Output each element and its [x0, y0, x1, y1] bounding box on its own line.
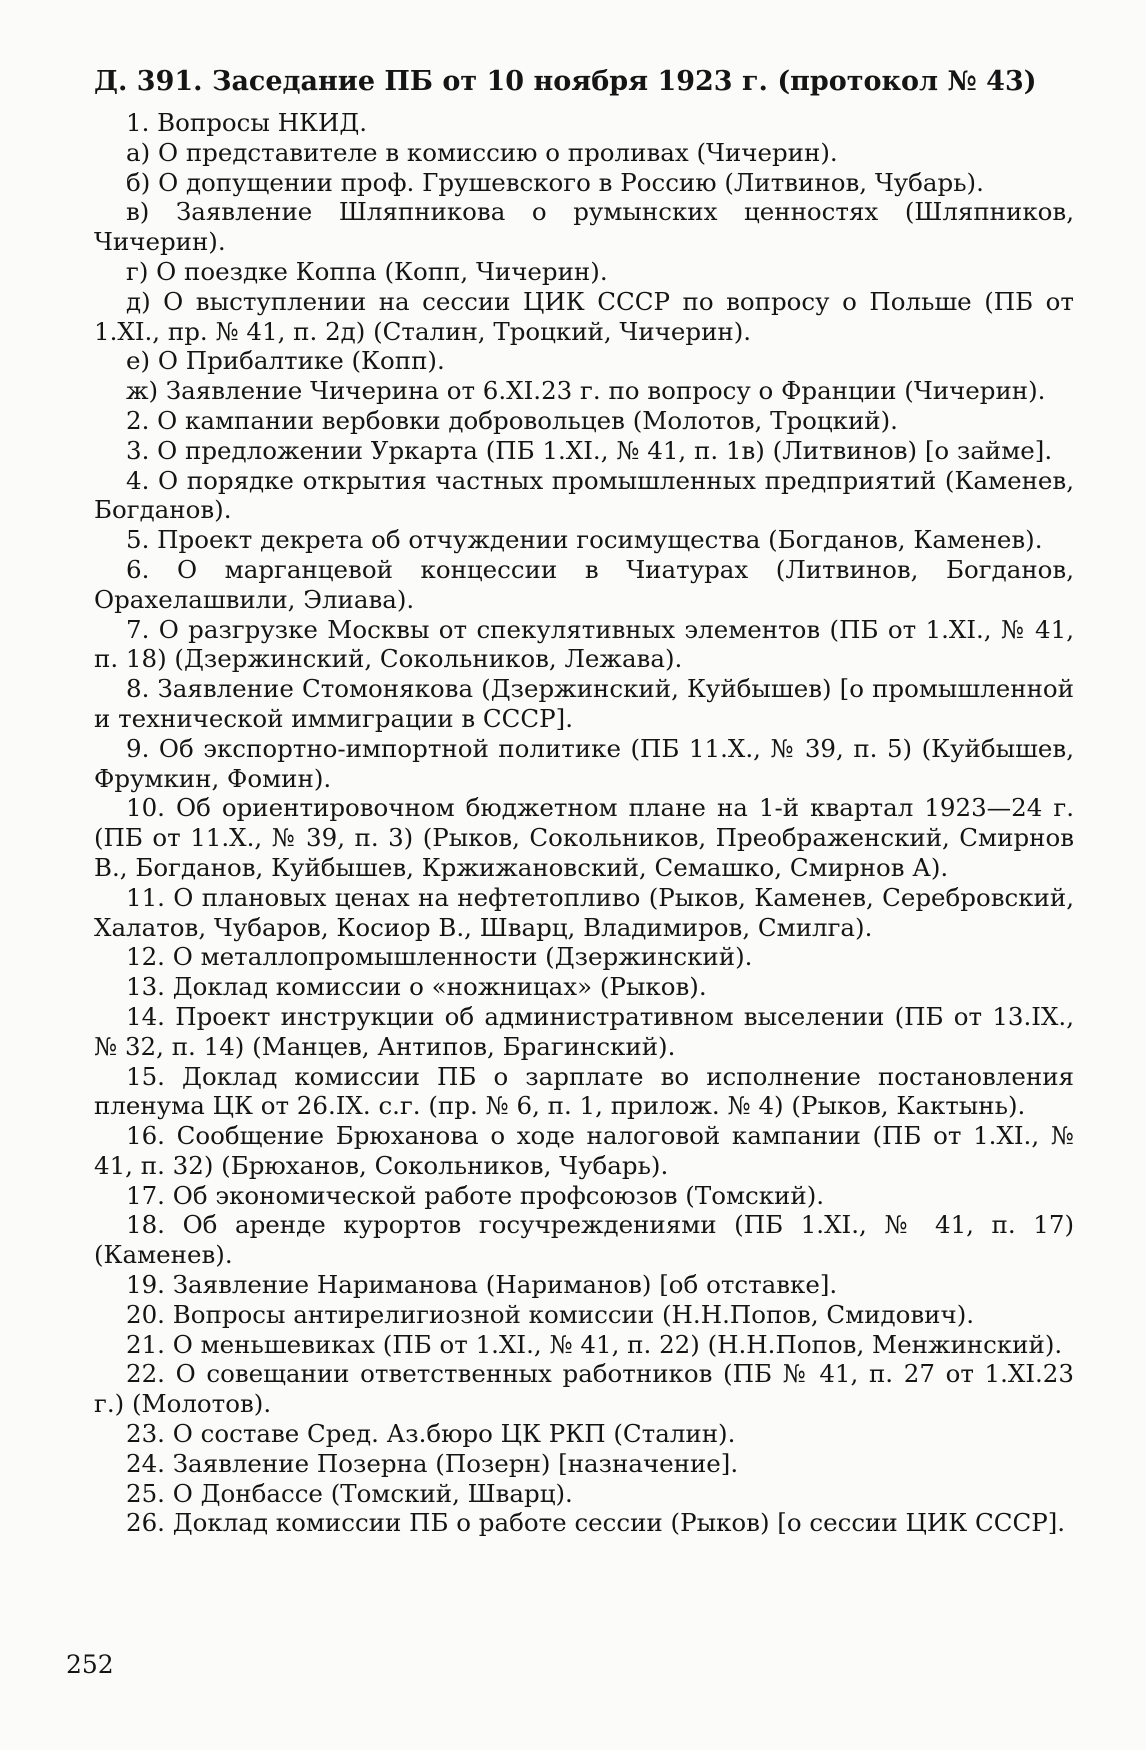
agenda-item: 24. Заявление Позерна (Позерн) [назначение].	[126, 1448, 739, 1478]
agenda-item: в) Заявление Шляпникова о румынских ценностях (Шляпников, Чичерин).	[94, 197, 1074, 257]
agenda-item: 13. Доклад комиссии о «ножницах» (Рыков).	[126, 972, 707, 1002]
agenda-item: ж) Заявление Чичерина от 6.XI.23 г. по вопросу о Франции (Чичерин).	[126, 376, 1046, 406]
agenda-item: б) О допущении проф. Грушевского в Россию (Литвинов, Чубарь).	[126, 167, 984, 197]
agenda-item: 9. Об экспортно-импортной политике (ПБ 11.X., № 39, п. 5) (Куйбышев, Фрумкин, Фомин).	[94, 733, 1074, 793]
agenda-item: 25. О Донбассе (Томский, Шварц).	[126, 1478, 573, 1508]
agenda-item: а) О представителе в комиссию о проливах (Чичерин).	[126, 137, 838, 167]
agenda-item: 5. Проект декрета об отчуждении госимущества (Богданов, Каменев).	[126, 525, 1043, 555]
agenda-item: д) О выступлении на сессии ЦИК СССР по вопросу о Польше (ПБ от 1.XI., пр. № 41, п. 2д) (Сталин, Троцкий, Чичерин).	[94, 286, 1074, 346]
agenda-item: 4. О порядке открытия частных промышленных предприятий (Каменев, Богданов).	[94, 465, 1074, 525]
agenda-item: 2. О кампании вербовки добровольцев (Молотов, Троцкий).	[126, 405, 898, 435]
agenda-item: 17. Об экономической работе профсоюзов (Томский).	[126, 1180, 825, 1210]
agenda-item: 7. О разгрузке Москвы от спекулятивных элементов (ПБ от 1.XI., № 41, п. 18) (Дзержинский, Сокольников, Лежава).	[94, 614, 1074, 674]
document-content	[94, 64, 1074, 1538]
page-number: 252	[66, 1650, 114, 1679]
agenda-item: 1. Вопросы НКИД.	[126, 108, 368, 137]
agenda-item: 26. Доклад комиссии ПБ о работе сессии (Рыков) [о сессии ЦИК СССР].	[126, 1508, 1066, 1538]
agenda-item: 11. О плановых ценах на нефтетопливо (Рыков, Каменев, Серебровский, Халатов, Чубаров, Косиор В., Шварц, Владимиров, Смилга).	[94, 882, 1074, 942]
agenda-item: 3. О предложении Уркарта (ПБ 1.XI., № 41, п. 1в) (Литвинов) [о займе].	[126, 435, 1053, 465]
agenda-item: 20. Вопросы антирелигиозной комиссии (Н.Н.Попов, Смидович).	[126, 1299, 975, 1329]
agenda-item: 12. О металлопромышленности (Дзержинский).	[126, 942, 753, 972]
agenda-item: 16. Сообщение Брюханова о ходе налоговой кампании (ПБ от 1.XI., № 41, п. 32) (Брюханов, Сокольников, Чубарь).	[94, 1121, 1074, 1180]
agenda-item: 23. О составе Сред. Аз.бюро ЦК РКП (Сталин).	[126, 1419, 736, 1449]
agenda-item: 14. Проект инструкции об административном выселении (ПБ от 13.IX., № 32, п. 14) (Манцев, Антипов, Брагинский).	[94, 1001, 1074, 1061]
agenda-item: е) О Прибалтике (Копп).	[126, 346, 445, 376]
agenda-item: 15. Доклад комиссии ПБ о зарплате во исполнение постановления пленума ЦК от 26.IX. с.г. (пр. № 6, п. 1, прилож. № 4) (Рыков, Кактынь).	[94, 1061, 1074, 1121]
agenda-item: 6. О марганцевой концессии в Чиатурах (Литвинов, Богданов, Орахелашвили, Элиава).	[94, 554, 1074, 614]
document-heading: Д. 391. Заседание ПБ от 10 ноября 1923 г. (протокол № 43)	[94, 66, 1037, 97]
agenda-item: 10. Об ориентировочном бюджетном плане на 1-й квартал 1923—24 г. (ПБ от 11.X., № 39, п. 3) (Рыков, Сокольников, Преображенский, Смирнов В., Богданов, Куйбышев, Кржижановский, Семашко, Смирнов А).	[94, 793, 1074, 882]
agenda-item: г) О поездке Коппа (Копп, Чичерин).	[126, 256, 608, 286]
agenda-item: 19. Заявление Нариманова (Нариманов) [об отставке].	[126, 1270, 838, 1300]
agenda-item: 21. О меньшевиках (ПБ от 1.XI., № 41, п. 22) (Н.Н.Попов, Менжинский).	[126, 1329, 1063, 1359]
agenda-item: 18. Об аренде курортов госучреждениями (ПБ 1.XI., № 41, п. 17) (Каменев).	[94, 1210, 1074, 1270]
agenda-item: 8. Заявление Стомонякова (Дзержинский, Куйбышев) [о промышленной и технической иммиграции в СССР].	[94, 674, 1074, 733]
agenda-list	[94, 108, 1074, 1538]
agenda-item: 22. О совещании ответственных работников (ПБ № 41, п. 27 от 1.XI.23 г.) (Молотов).	[94, 1359, 1074, 1419]
